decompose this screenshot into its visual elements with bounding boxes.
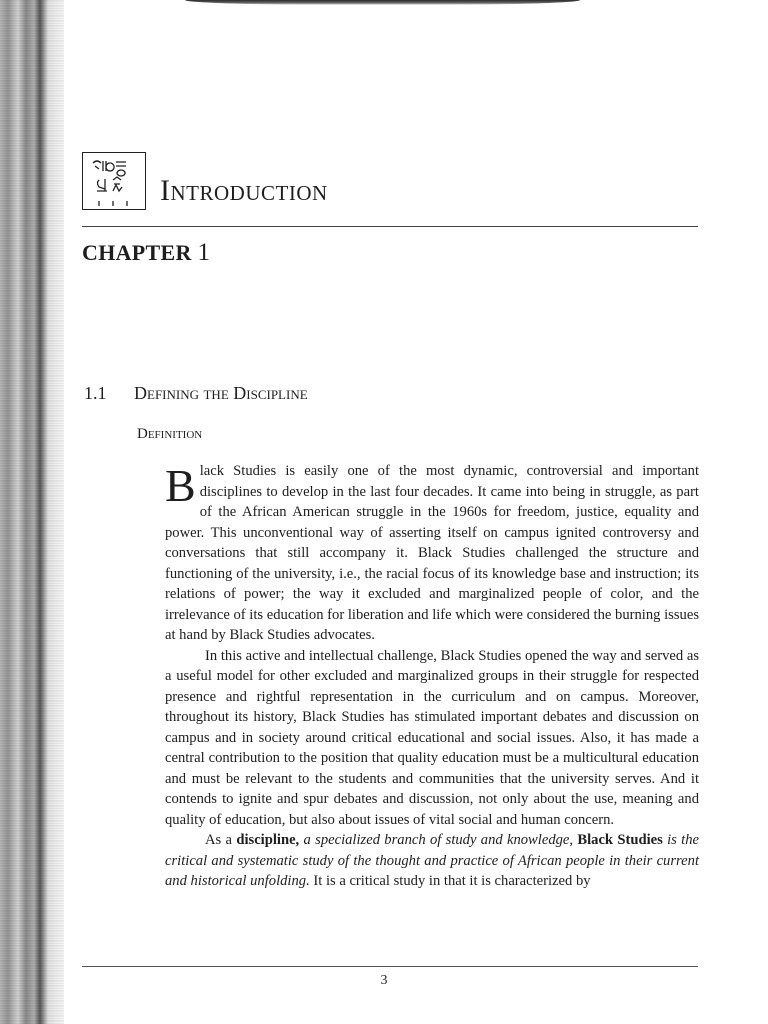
section-number: 1.1 xyxy=(84,383,107,403)
footer-rule xyxy=(82,966,698,967)
p3-tail: It is a critical study in that it is characterized by xyxy=(309,873,591,889)
binding-gutter xyxy=(0,0,64,1024)
page-number: 3 xyxy=(380,973,388,988)
scan-edge-shadow xyxy=(185,0,580,5)
p3-black-studies-term: Black Studies xyxy=(577,832,663,848)
p3-is-italic: is the critical and systematic study of the thought and practice of African people in their current and historical unfolding. xyxy=(165,832,699,889)
chapter-title: Introduction xyxy=(160,174,328,207)
header-rule xyxy=(82,226,698,227)
p3-definition-italic: a specialized branch of study and knowledge, xyxy=(299,832,578,848)
chapter-label xyxy=(82,239,210,267)
drop-cap: B xyxy=(165,460,196,511)
paragraph-3 xyxy=(165,830,699,892)
p3-as-a: As a xyxy=(205,832,237,848)
subheading-definition: Definition xyxy=(137,426,203,442)
paragraph-1 xyxy=(165,461,699,646)
hieroglyph-emblem-icon xyxy=(82,152,146,210)
paragraph-2: In this active and intellectual challenge, Black Studies opened the way and served as a useful model for other excluded and marginalized groups in their struggle for respected presence and rightful representation in the curriculum and on campus. Moreover, throughout its history, Black Studies has stimulated important debates and discussion on campus and in society around critical educational and social issues. Also, it has made a central contribution to the position that quality education must be a multicultural education and must be relevant to the students and communities that the university serves. And it contends to ignite and spur debates and discussion, not only about the use, meaning and quality of education, but also about issues of vital social and human concern. xyxy=(165,647,699,828)
chapter-number: 1 xyxy=(197,239,211,266)
paragraph-1-text: lack Studies is easily one of the most dynamic, controversial and important disciplines to develop in the last four decades. It came into being in struggle, as part of the African American struggle in the 1960s for freedom, justice, equality and power. This unconventional way of asserting itself on campus ignited controversy and conversations that still accompany it. Black Studies challenged the structure and functioning of the university, i.e., the racial focus of its knowledge base and instruction; its relations of power; the way it excluded and marginalized people of color, and the irrelevance of its education for liberation and life which were considered the burning issues at hand by Black Studies advocates. xyxy=(165,463,699,643)
section-heading xyxy=(84,383,308,404)
section-title: Defining the Discipline xyxy=(134,383,308,403)
body-text xyxy=(165,461,699,892)
chapter-word: CHAPTER xyxy=(82,240,192,265)
p3-discipline-term: discipline, xyxy=(236,832,300,848)
